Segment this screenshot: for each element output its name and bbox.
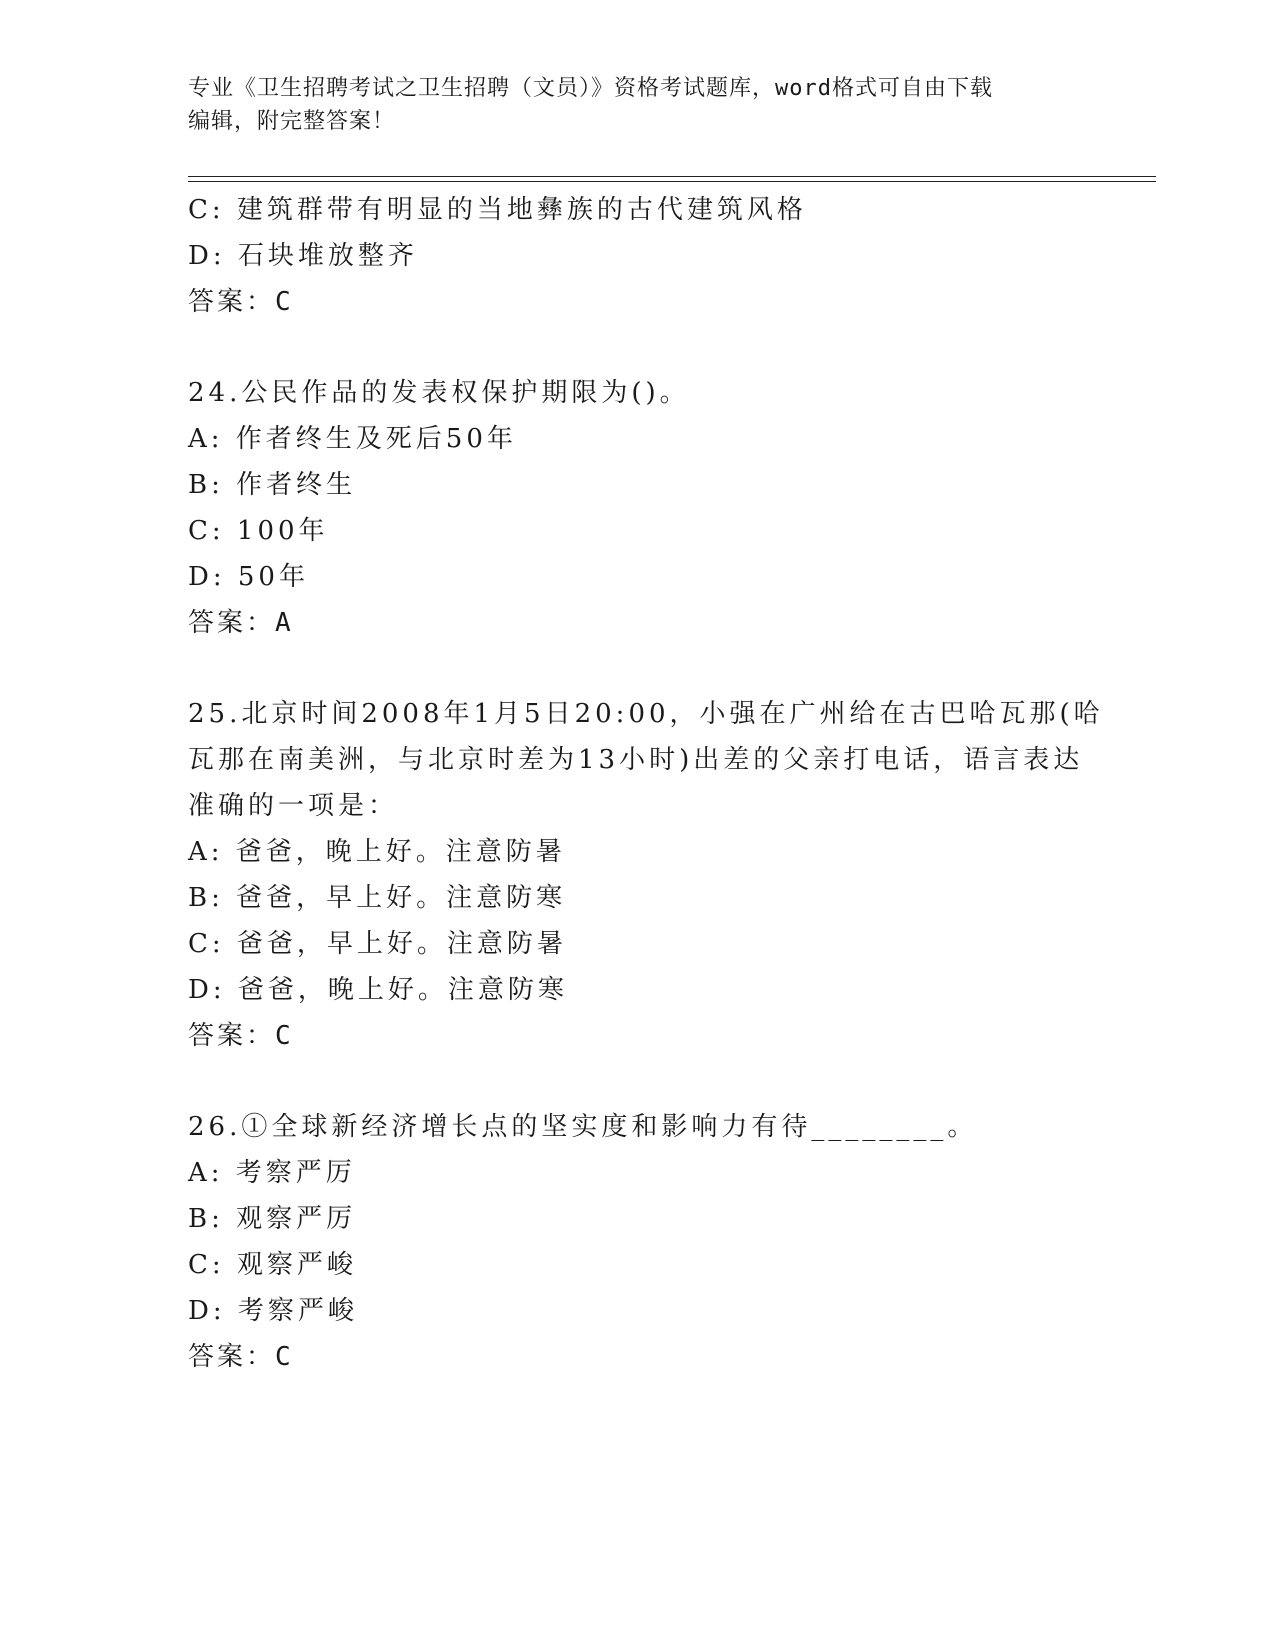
header-line-2: 编辑，附完整答案！ bbox=[188, 109, 396, 134]
document-header bbox=[188, 72, 1068, 138]
header-line-1: 专业《卫生招聘考试之卫生招聘（文员）》资格考试题库，word格式可自由下载 bbox=[188, 76, 993, 101]
option-c: C: 观察严峻 bbox=[188, 1250, 357, 1280]
option-c: C: 100年 bbox=[188, 516, 329, 546]
option-b: B: 爸爸，早上好。注意防寒 bbox=[188, 883, 567, 913]
question-26 bbox=[188, 1104, 1088, 1380]
option-a: A: 考察严厉 bbox=[188, 1158, 356, 1188]
question-stem-line-1: 25.北京时间2008年1月5日20:00，小强在广州给在古巴哈瓦那(哈 bbox=[188, 699, 1104, 729]
question-stem-line-3: 准确的一项是： bbox=[188, 791, 399, 821]
header-divider-bottom bbox=[188, 181, 1156, 182]
answer-line: 答案：C bbox=[188, 287, 294, 317]
option-a: A: 作者终生及死后50年 bbox=[188, 424, 517, 454]
question-spacer bbox=[188, 1059, 1088, 1104]
question-stem: 26.①全球新经济增长点的坚实度和影响力有待________。 bbox=[188, 1112, 978, 1142]
question-stem: 24.公民作品的发表权保护期限为()。 bbox=[188, 378, 690, 408]
answer-line: 答案：C bbox=[188, 1342, 294, 1372]
option-d: D: 50年 bbox=[188, 562, 309, 592]
header-divider-top bbox=[188, 176, 1156, 177]
option-b: B: 作者终生 bbox=[188, 470, 357, 500]
question-spacer bbox=[188, 646, 1088, 691]
question-25 bbox=[188, 691, 1104, 1059]
option-c: C: 爸爸，早上好。注意防暑 bbox=[188, 929, 567, 959]
question-24 bbox=[188, 370, 1088, 646]
option-d: D: 考察严峻 bbox=[188, 1296, 358, 1326]
question-23-continued bbox=[188, 187, 1088, 325]
answer-line: 答案：C bbox=[188, 1021, 294, 1051]
question-stem-line-2: 瓦那在南美洲，与北京时差为13小时)出差的父亲打电话，语言表达 bbox=[188, 745, 1084, 775]
question-spacer bbox=[188, 325, 1088, 370]
answer-line: 答案：A bbox=[188, 608, 294, 638]
question-list bbox=[188, 187, 1104, 1380]
option-d: D: 石块堆放整齐 bbox=[188, 241, 418, 271]
option-c: C: 建筑群带有明显的当地彝族的古代建筑风格 bbox=[188, 195, 807, 225]
option-d: D: 爸爸，晚上好。注意防寒 bbox=[188, 975, 568, 1005]
option-b: B: 观察严厉 bbox=[188, 1204, 357, 1234]
option-a: A: 爸爸，晚上好。注意防暑 bbox=[188, 837, 566, 867]
